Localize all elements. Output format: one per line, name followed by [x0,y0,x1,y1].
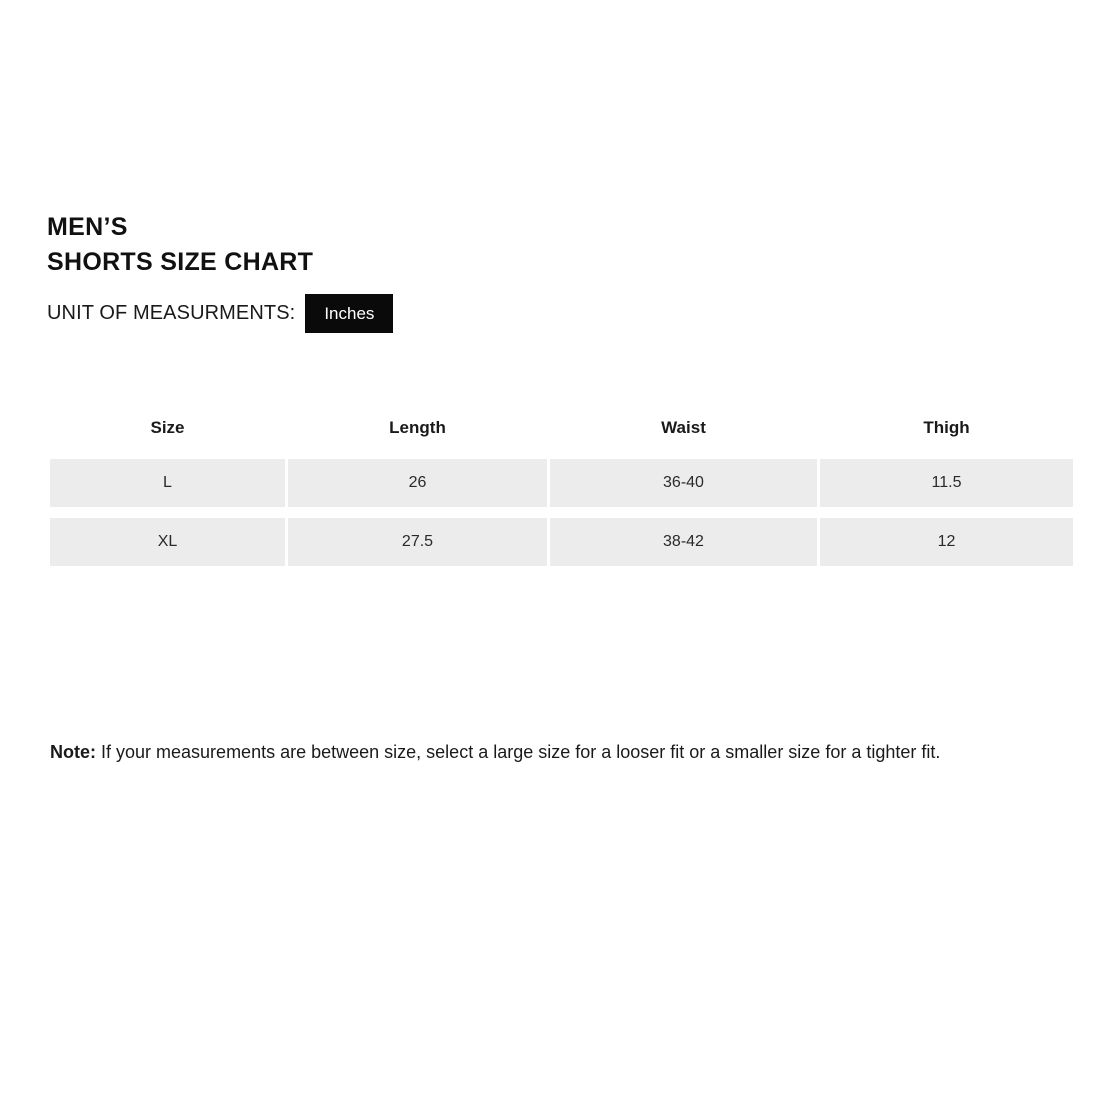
cell-size: L [50,459,285,507]
column-header-length: Length [389,418,446,437]
cell-size: XL [50,518,285,566]
unit-of-measurement-row [47,294,1061,333]
table-header [50,418,1073,448]
table-row [50,459,1073,507]
column-header-thigh: Thigh [923,418,970,437]
cell-length: 26 [288,459,547,507]
cell-length: 27.5 [288,518,547,566]
page-title [47,214,1061,276]
title-line-product: SHORTS SIZE CHART [47,248,314,276]
size-chart-content [47,214,1061,577]
title-line-gender: MEN’S [47,213,128,241]
column-header-waist: Waist [661,418,706,437]
note-text: If your measurements are between size, select a large size for a looser fit or a smaller size for a tighter fit. [101,742,941,762]
table-body [50,459,1073,566]
cell-thigh: 11.5 [820,459,1073,507]
note-block [50,741,980,764]
unit-label: UNIT OF MEASURMENTS: [47,302,296,324]
unit-badge[interactable]: Inches [305,294,393,333]
cell-waist: 36-40 [550,459,817,507]
column-header-size: Size [150,418,185,437]
cell-waist: 38-42 [550,518,817,566]
size-table [47,407,1076,577]
table-header-row [50,418,1073,448]
table-row [50,518,1073,566]
cell-thigh: 12 [820,518,1073,566]
note-label: Note: [50,742,96,762]
